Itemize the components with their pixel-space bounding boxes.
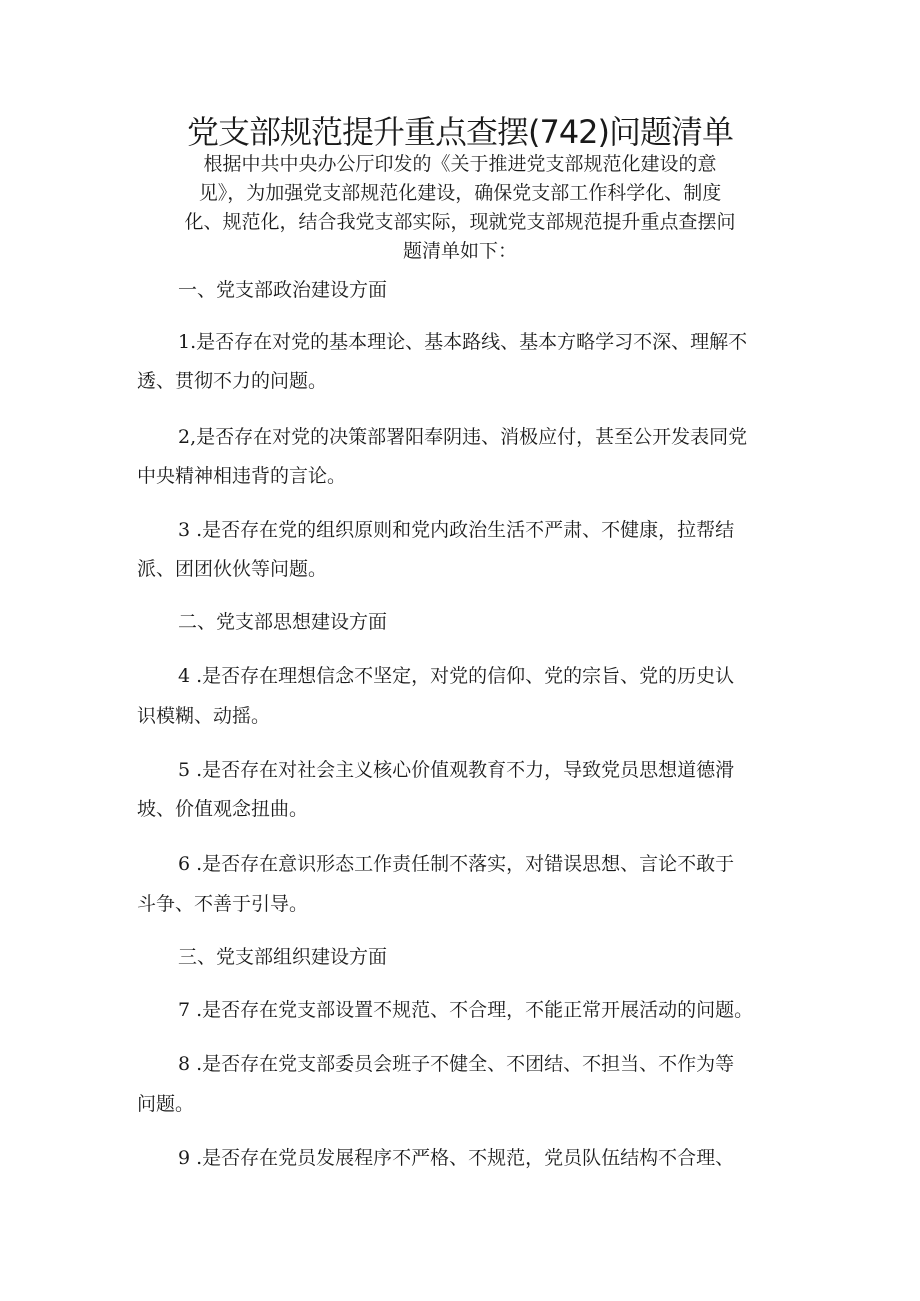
item-8-line-1: 8 .是否存在党支部委员会班子不健全、不团结、不担当、不作为等 <box>178 1053 735 1075</box>
item-5-line-2: 坡、价值观念扭曲。 <box>137 798 309 820</box>
item-6-line-1: 6 .是否存在意识形态工作责任制不落实，对错误思想、言论不敢于 <box>178 853 735 875</box>
item-9-line-1: 9 .是否存在党员发展程序不严格、不规范，党员队伍结构不合理、 <box>178 1147 735 1169</box>
item-3-line-1: 3 .是否存在党的组织原则和党内政治生活不严肃、不健康，拉帮结 <box>178 519 735 541</box>
item-1-line-2: 透、贯彻不力的问题。 <box>137 370 328 392</box>
item-4-line-2: 识模糊、动摇。 <box>137 705 271 727</box>
item-8-line-2: 问题。 <box>137 1093 195 1115</box>
section-heading-organizational: 三、党支部组织建设方面 <box>178 946 388 968</box>
section-heading-ideological: 二、党支部思想建设方面 <box>178 611 388 633</box>
item-2-line-1: 2,是否存在对党的决策部署阳奉阴违、消极应付，甚至公开发表同党 <box>178 426 748 448</box>
item-6-line-2: 斗争、不善于引导。 <box>137 893 309 915</box>
item-4-line-1: 4 .是否存在理想信念不坚定，对党的信仰、党的宗旨、党的历史认 <box>178 665 735 687</box>
intro-line: 见》，为加强党支部规范化建设，确保党支部工作科学化、制度 <box>198 182 722 204</box>
intro-paragraph <box>0 150 920 266</box>
item-2-line-2: 中央精神相违背的言论。 <box>137 465 347 487</box>
item-7-line-1: 7 .是否存在党支部设置不规范、不合理，不能正常开展活动的问题。 <box>178 999 754 1021</box>
item-5-line-1: 5 .是否存在对社会主义核心价值观教育不力，导致党员思想道德滑 <box>178 759 735 781</box>
document-title: 党支部规范提升重点查摆(742)问题清单 <box>186 113 734 151</box>
intro-line: 根据中共中央办公厅印发的《关于推进党支部规范化建设的意 <box>203 153 717 175</box>
intro-line: 化、规范化，结合我党支部实际，现就党支部规范提升重点查摆问 <box>184 211 736 233</box>
item-3-line-2: 派、团团伙伙等问题。 <box>137 558 328 580</box>
section-heading-political: 一、党支部政治建设方面 <box>178 279 388 301</box>
intro-line: 题清单如下： <box>402 240 517 262</box>
item-1-line-1: 1.是否存在对党的基本理论、基本路线、基本方略学习不深、理解不 <box>178 331 748 353</box>
